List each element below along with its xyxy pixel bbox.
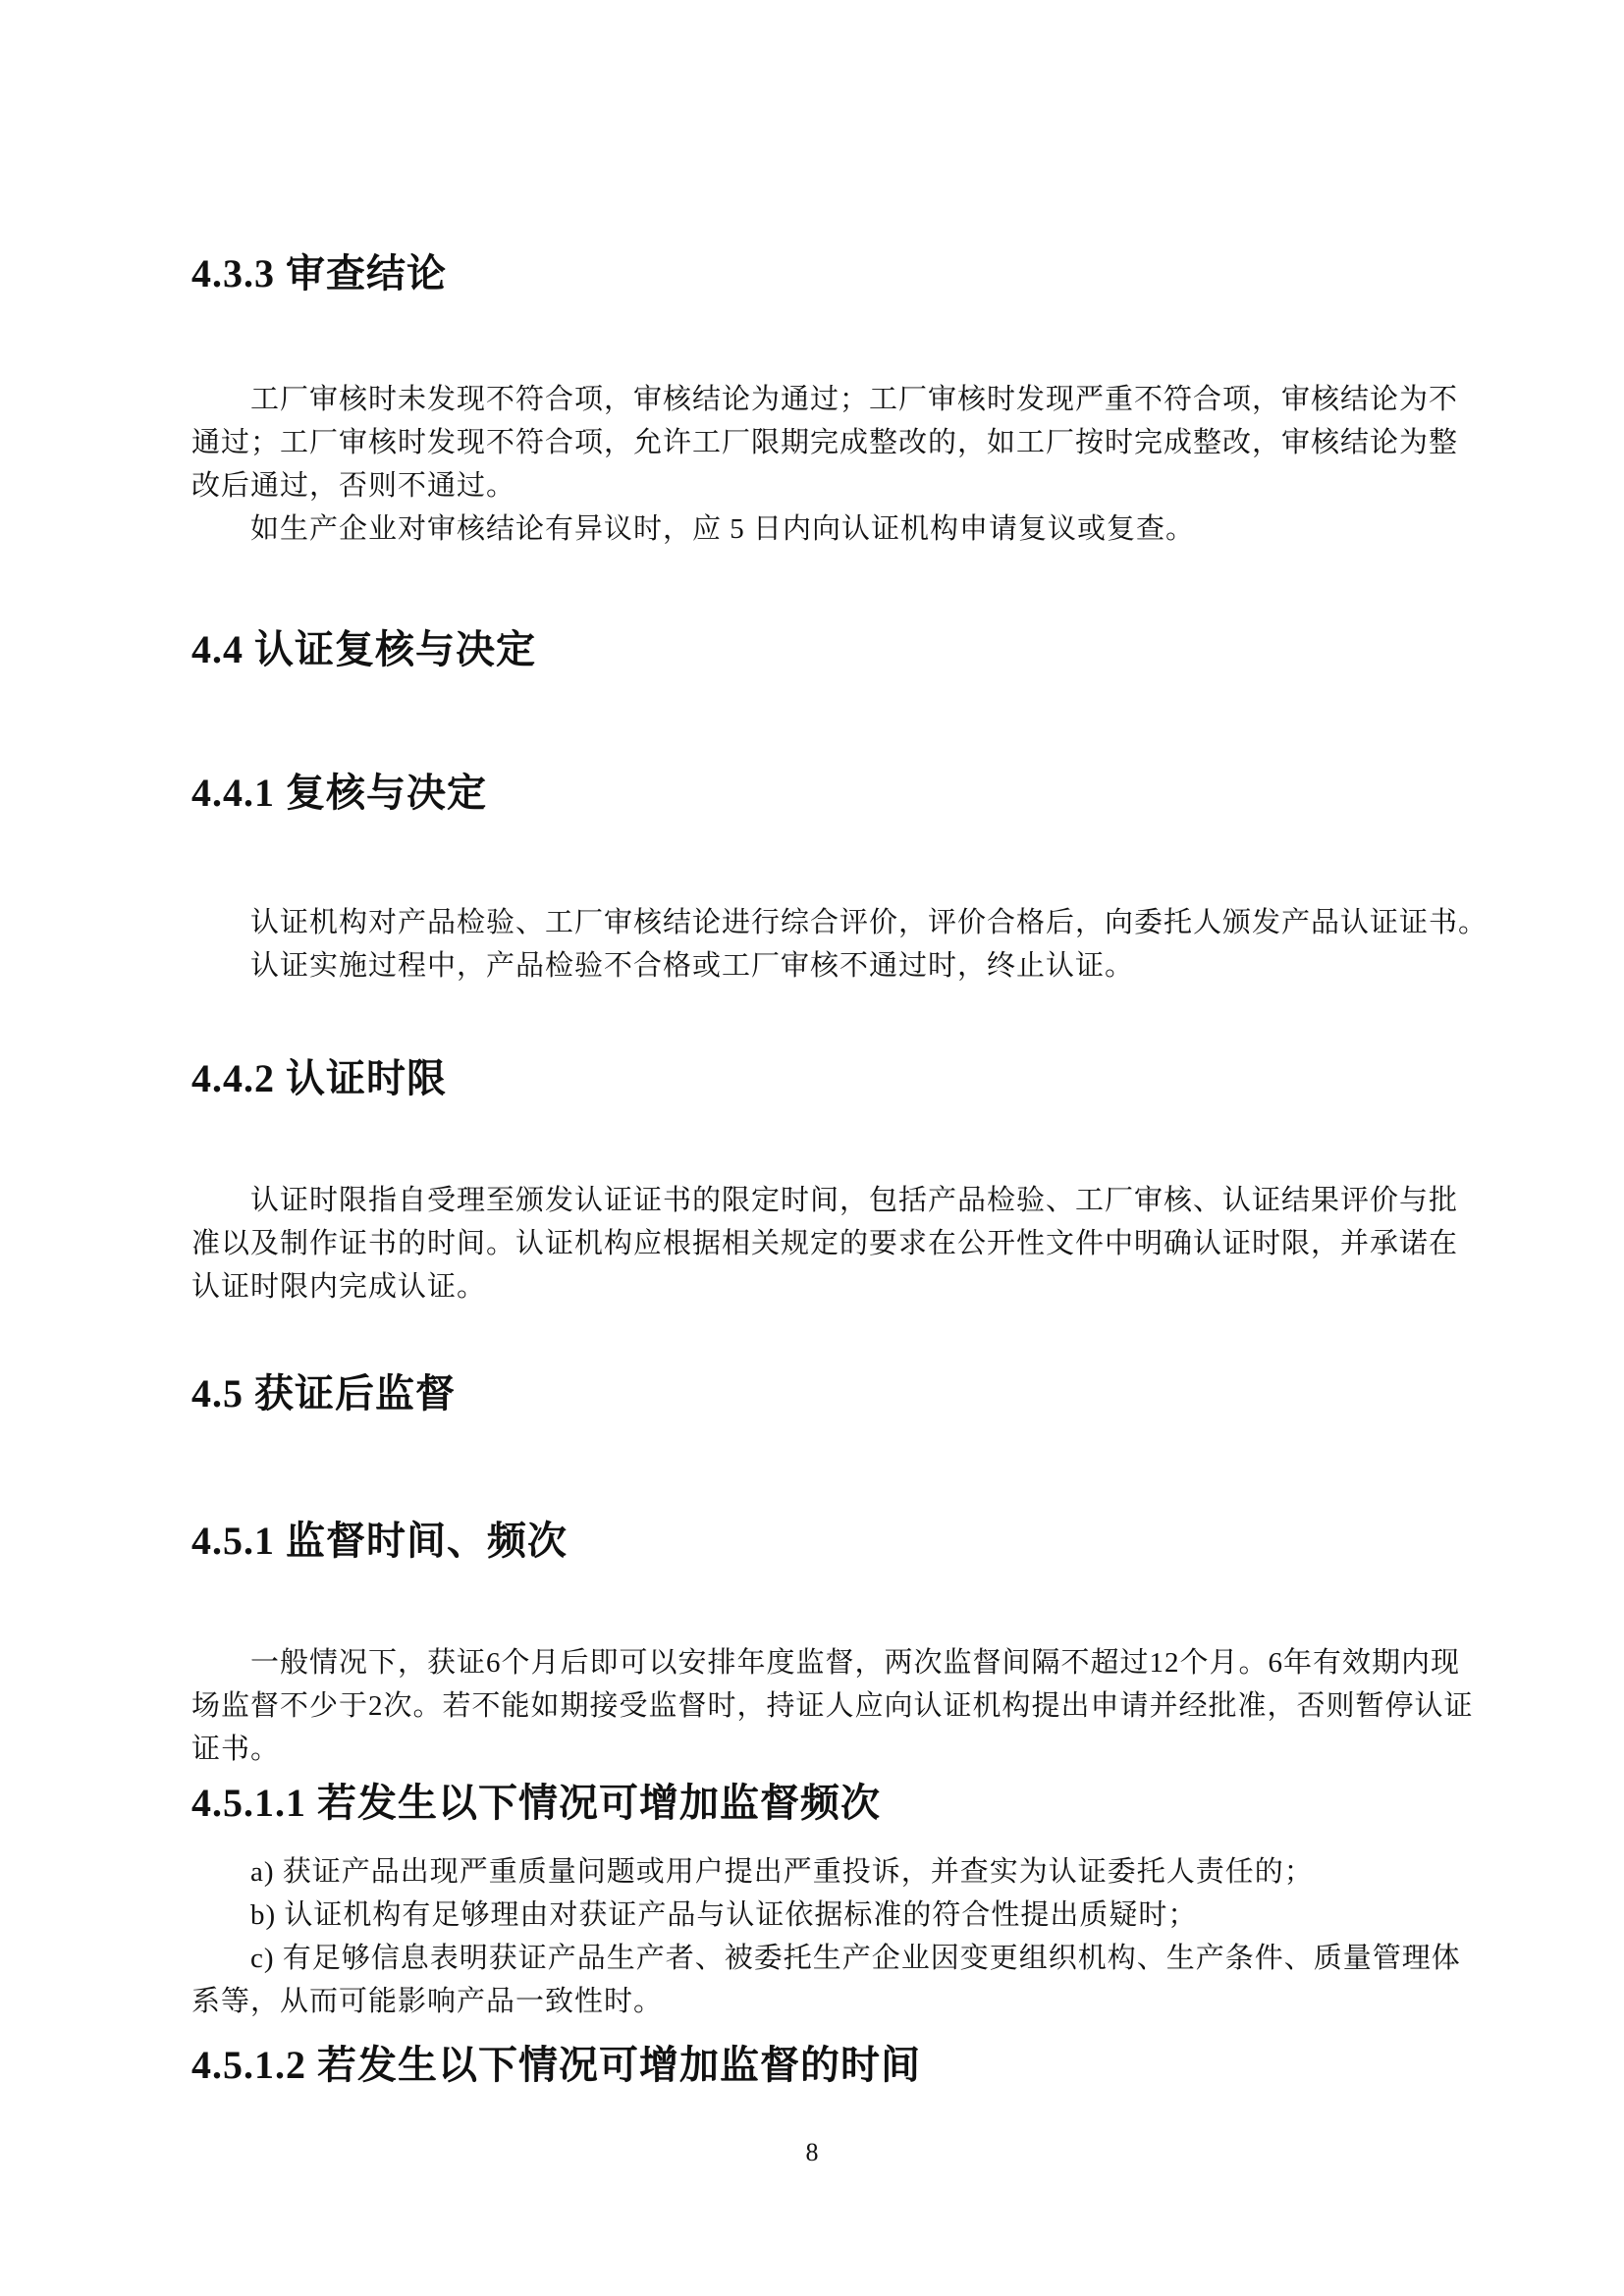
heading-4-4-2: 4.4.2 认证时限 xyxy=(191,1056,447,1100)
text-line: 工厂审核时未发现不符合项，审核结论为通过；工厂审核时发现严重不符合项，审核结论为不 xyxy=(250,384,1459,415)
paragraph-4-4-1 xyxy=(191,901,1489,988)
heading-4-4: 4.4 认证复核与决定 xyxy=(191,627,536,671)
heading-4-5: 4.5 获证后监督 xyxy=(191,1371,456,1415)
text-line: 认证机构对产品检验、工厂审核结论进行综合评价，评价合格后，向委托人颁发产品认证证书。 xyxy=(250,907,1489,938)
paragraph-4-5-1 xyxy=(191,1641,1474,1771)
list-item-a: a) 获证产品出现严重质量问题或用户提出严重投诉，并查实为认证委托人责任的； xyxy=(250,1856,1314,1888)
text-line: 认证时限内完成认证。 xyxy=(191,1271,487,1303)
text-line: 准以及制作证书的时间。认证机构应根据相关规定的要求在公开性文件中明确认证时限，并承诺在 xyxy=(191,1228,1459,1259)
heading-4-3-3: 4.3.3 审查结论 xyxy=(191,251,447,295)
text-line: 认证实施过程中，产品检验不合格或工厂审核不通过时，终止认证。 xyxy=(250,950,1135,982)
heading-4-5-1-1: 4.5.1.1 若发生以下情况可增加监督频次 xyxy=(191,1781,881,1825)
heading-4-4-1: 4.4.1 复核与决定 xyxy=(191,771,487,815)
text-line: 如生产企业对审核结论有异议时，应 5 日内向认证机构申请复议或复查。 xyxy=(250,513,1196,545)
text-line: 一般情况下，获证6个月后即可以安排年度监督，两次监督间隔不超过12个月。6年有效期内现 xyxy=(250,1647,1461,1679)
text-line: 场监督不少于2次。若不能如期接受监督时，持证人应向认证机构提出申请并经批准，否则暂停认证 xyxy=(191,1690,1474,1722)
text-line: 改后通过，否则不通过。 xyxy=(191,470,516,502)
list-item-b: b) 认证机构有足够理由对获证产品与认证依据标准的符合性提出质疑时； xyxy=(250,1899,1198,1931)
text-line: 证书。 xyxy=(191,1734,281,1765)
paragraph-4-3-3 xyxy=(191,378,1457,551)
text-line: 通过；工厂审核时发现不符合项，允许工厂限期完成整改的，如工厂按时完成整改，审核结论为整 xyxy=(191,427,1459,458)
heading-4-5-1-2: 4.5.1.2 若发生以下情况可增加监督的时间 xyxy=(191,2043,921,2087)
page-footer xyxy=(0,2138,1624,2167)
list-4-5-1-1 xyxy=(191,1850,1461,2023)
paragraph-4-4-2 xyxy=(191,1179,1457,1308)
text-line: 认证时限指自受理至颁发认证证书的限定时间，包括产品检验、工厂审核、认证结果评价与批 xyxy=(250,1185,1459,1216)
list-item-c-continuation: 系等，从而可能影响产品一致性时。 xyxy=(191,1986,664,2017)
page-number: 8 xyxy=(805,2138,819,2166)
heading-4-5-1: 4.5.1 监督时间、频次 xyxy=(191,1519,568,1563)
list-item-c: c) 有足够信息表明获证产品生产者、被委托生产企业因变更组织机构、生产条件、质量管理体 xyxy=(250,1943,1461,1974)
